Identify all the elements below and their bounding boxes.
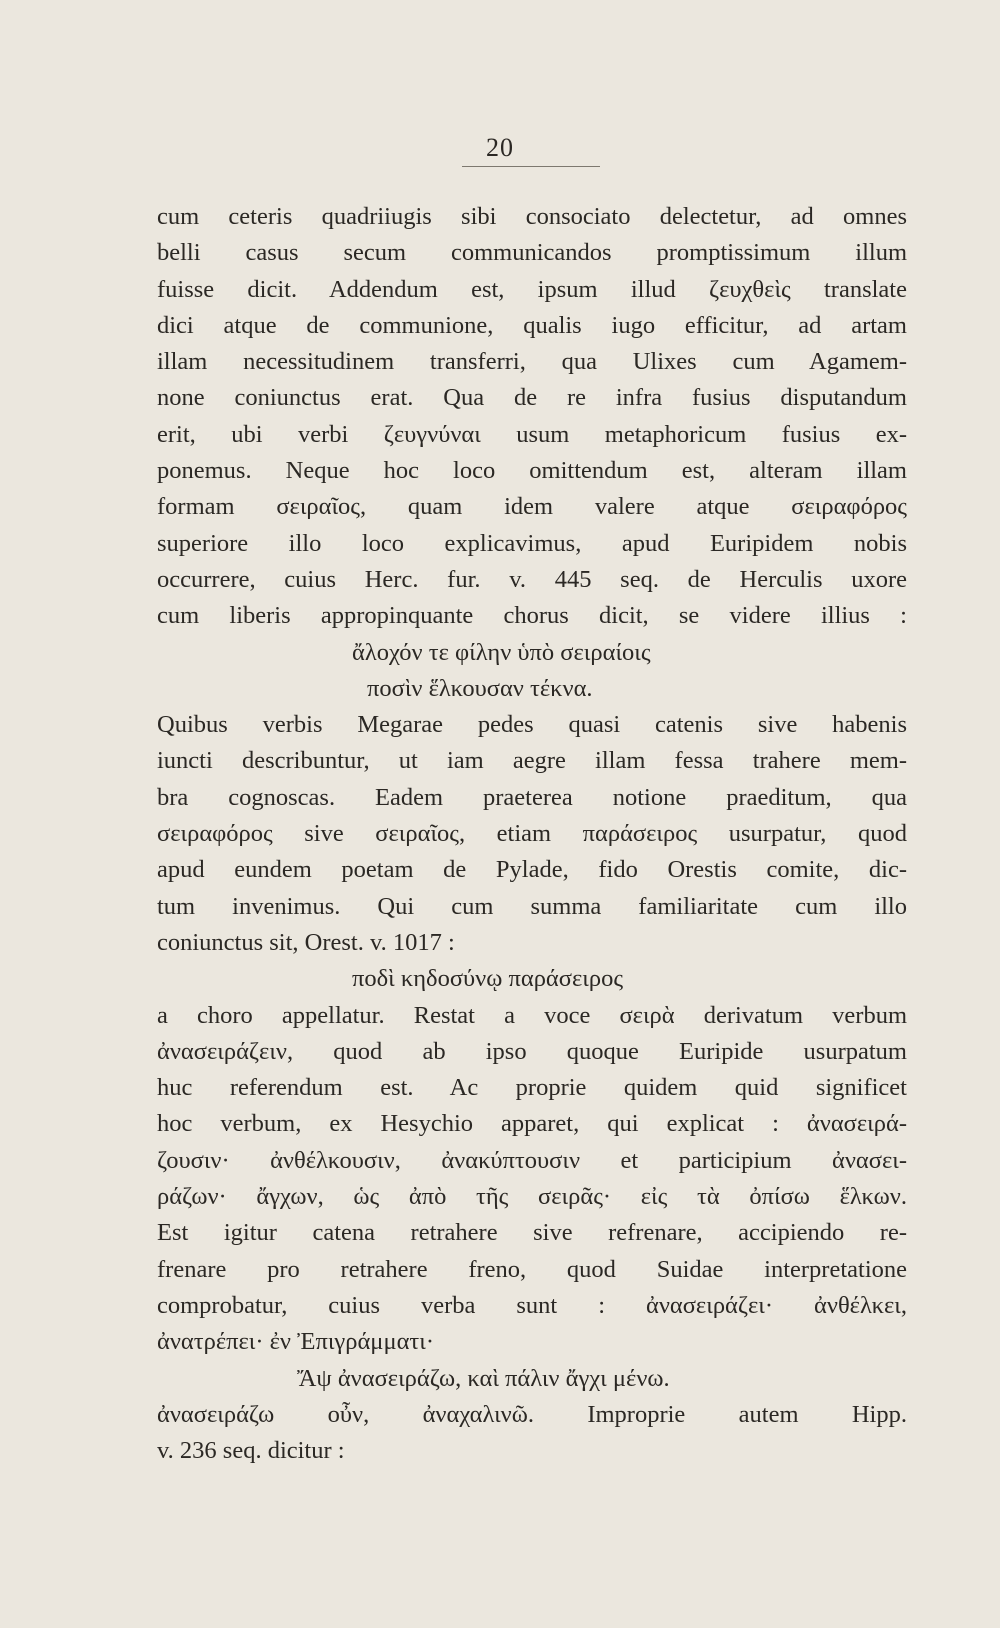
text-line: ἀνατρέπει· ἐν Ἐπιγράμματι· [157,1328,435,1356]
text-line: none coniunctus erat. Qua de re infra fusius disputandum [157,384,907,412]
quote-line: ποσὶν ἕλκουσαν τέκνα. [367,674,593,702]
body-text [157,199,907,1469]
text-line: a choro appellatur. Restat a voce σειρὰ derivatum verbum [157,1001,907,1029]
text-line: ponemus. Neque hoc loco omittendum est, alteram illam [157,457,907,485]
text-line: v. 236 seq. dicitur : [157,1437,345,1465]
text-line: bra cognoscas. Eadem praeterea notione praeditum, qua [157,783,907,811]
text-line: erit, ubi verbi ζευγνύναι usum metaphoricum fusius ex- [157,420,907,448]
text-line: σειραφόρος sive σειραῖος, etiam παράσειρος usurpatur, quod [157,820,907,848]
text-line: ἀνασειράζω οὖν, ἀναχαλινῶ. Improprie autem Hipp. [157,1400,907,1428]
text-line: frenare pro retrahere freno, quod Suidae interpretatione [157,1255,907,1283]
text-line: dici atque de communione, qualis iugo efficitur, ad artam [157,311,907,339]
text-line: superiore illo loco explicavimus, apud Euripidem nobis [157,529,907,557]
text-line: illam necessitudinem transferri, qua Ulixes cum Agamem- [157,348,907,376]
page-number: 20 [486,133,514,162]
text-line: ἀνασειράζειν, quod ab ipso quoque Euripide usurpatum [157,1037,907,1065]
text-line: ζουσιν· ἀνθέλκουσιν, ἀνακύπτουσιν et participium ἀνασει- [157,1146,907,1174]
text-line: fuisse dicit. Addendum est, ipsum illud ζευχθεὶς translate [157,275,907,303]
text-line: belli casus secum communicandos promptissimum illum [157,239,907,267]
text-line: huc referendum est. Ac proprie quidem quid significet [157,1074,907,1102]
text-line: Est igitur catena retrahere sive refrenare, accipiendo re- [157,1219,907,1247]
text-line: formam σειραῖος, quam idem valere atque σειραφόρος [157,493,907,521]
text-line: Quibus verbis Megarae pedes quasi catenis sive habenis [157,711,907,739]
header-rule [462,166,600,167]
text-line: cum liberis appropinquante chorus dicit, se videre illius : [157,602,907,630]
text-line: apud eundem poetam de Pylade, fido Orestis comite, dic- [157,856,907,884]
text-line: tum invenimus. Qui cum summa familiaritate cum illo [157,892,907,920]
text-line: occurrere, cuius Herc. fur. v. 445 seq. de Herculis uxore [157,565,907,593]
text-line: hoc verbum, ex Hesychio apparet, qui explicat : ἀνασειρά- [157,1110,907,1138]
quote-line: ποδὶ κηδοσύνῳ παράσειρος [352,965,624,993]
text-line: ράζων· ἄγχων, ὡς ἀπὸ τῆς σειρᾶς· εἰς τὰ ὀπίσω ἕλκων. [157,1183,907,1211]
text-line: cum ceteris quadriiugis sibi consociato delectetur, ad omnes [157,203,907,230]
text-line: comprobatur, cuius verba sunt : ἀνασειράζει· ἀνθέλκει, [157,1291,907,1319]
text-line: iuncti describuntur, ut iam aegre illam fessa trahere mem- [157,747,907,775]
text-line: coniunctus sit, Orest. v. 1017 : [157,928,455,956]
quote-line: ἄλοχόν τε φίλην ὑπὸ σειραίοις [352,638,651,666]
quote-line: Ἄψ ἀνασειράζω, καὶ πάλιν ἄγχι μένω. [297,1364,670,1392]
